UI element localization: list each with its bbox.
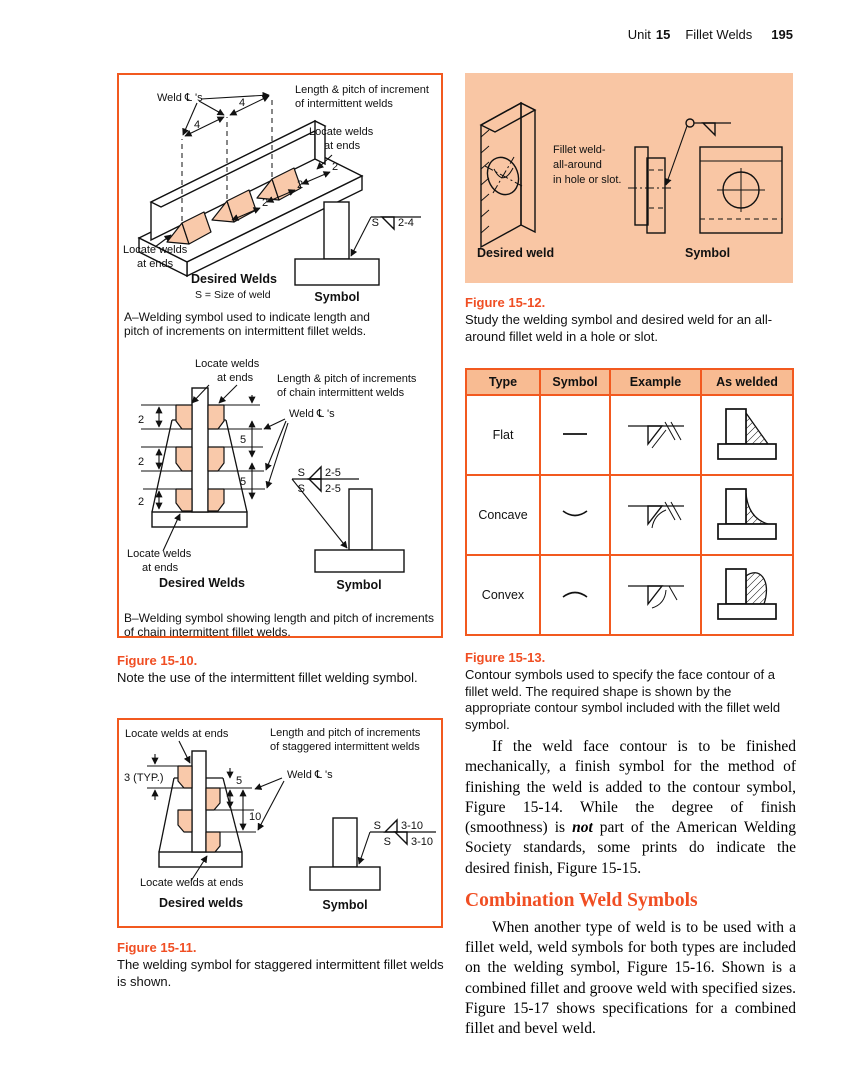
dim-10-11: 10: [249, 811, 262, 823]
dim-5-11: 5: [236, 775, 243, 787]
sym-11-size-top: S: [373, 820, 381, 832]
size-note-a: S = Size of weld: [195, 289, 271, 301]
row-label-convex: Convex: [466, 555, 540, 635]
welding-symbol-a: [295, 202, 421, 285]
col-header-type: Type: [466, 369, 540, 395]
fillet-note-line1: Fillet weld-: [553, 144, 606, 156]
desired-welds-label-a: Desired Welds: [191, 272, 277, 286]
figure-15-12-drawing: [465, 73, 793, 283]
locate-left-line1: Locate welds: [123, 244, 188, 256]
figure-15-11-caption: [117, 940, 447, 990]
sym-b-size-bottom: S: [297, 483, 305, 495]
table-row-concave: [466, 475, 793, 555]
pitch-note-a-line1: Length & pitch of increment: [295, 84, 429, 96]
p1-after: part of the American Welding Society standards, some prints do indicate the desired finish, Figure 15-15.: [465, 819, 796, 877]
caption-a-line2: pitch of increments on intermittent fillet welds.: [124, 324, 367, 338]
figure-15-11-caption-title: Figure 15-11.: [117, 940, 197, 955]
fillet-symbol-triangle: [382, 217, 394, 229]
weld-centerline-label-a: Weld ℄ 's: [157, 92, 203, 104]
dim-4-upper: 4: [238, 97, 246, 109]
dim-4-lower: 4: [193, 119, 201, 131]
symbol-label-b: Symbol: [336, 578, 382, 592]
dim-2-third: 2: [261, 197, 269, 209]
convex-contour-icon: [560, 587, 590, 601]
dim-5a-b: 5: [239, 434, 247, 446]
figure-15-13-caption-text: Contour symbols used to specify the face contour of a fillet weld. The required shape is shown by the appropriate contour symbol included with the fillet weld symbol.: [465, 667, 781, 732]
contour-symbols-table: [465, 368, 794, 636]
figure-15-10b-drawing: [119, 345, 440, 641]
dim-2c-b: 2: [137, 496, 145, 508]
locate-left-line2: at ends: [137, 258, 174, 270]
locate-bottom-11: Locate welds at ends: [140, 877, 244, 889]
paragraph-combination-welds: When another type of weld is to be used with a fillet weld, weld symbols for both types are included on the welding symbol, Figure 15-16. Shown is a combined fillet and groove weld with specified sizes. Figure 15-17 shows specifications for a combined fillet and bevel weld.: [465, 918, 796, 1038]
chain-weld-joint: [152, 388, 247, 527]
caption-a-line1: A–Welding symbol used to indicate length and: [124, 310, 370, 324]
desired-welds-label-11: Desired welds: [159, 896, 244, 910]
sym-a-spec: 2-4: [398, 217, 414, 229]
locate-bottom-b-line2: at ends: [142, 562, 179, 574]
figure-15-10-caption-title: Figure 15-10.: [117, 653, 198, 668]
pitch-note-11-line2: of staggered intermittent welds: [270, 741, 420, 753]
locate-right-line1: Locate welds: [309, 126, 374, 138]
sym-b-size-top: S: [297, 467, 305, 479]
col-header-example: Example: [610, 369, 701, 395]
sym-11-spec-top: 3-10: [401, 820, 424, 832]
flat-contour-icon: [560, 427, 590, 441]
dim-2-first: 2: [331, 161, 339, 173]
table-row-convex: [466, 555, 793, 635]
pitch-note-a-line2: of intermittent welds: [295, 98, 393, 110]
running-head: [628, 27, 793, 42]
sym-11-spec-bottom: 3-10: [411, 836, 434, 848]
page-number: 195: [771, 27, 793, 42]
sym-11-size-bottom: S: [383, 836, 391, 848]
flat-as-welded-drawing: [712, 406, 782, 462]
figure-15-10a-drawing: [119, 75, 440, 340]
sym-b-spec-top: 2-5: [325, 467, 341, 479]
fillet-symbol-triangle-top: [385, 820, 397, 832]
symbol-label-12: Symbol: [685, 246, 731, 260]
convex-as-welded-drawing: [712, 566, 782, 622]
table-row-flat: [466, 395, 793, 475]
p1-emphasis: not: [572, 819, 593, 837]
sym-b-spec-bottom: 2-5: [325, 483, 341, 495]
dim-2-second: 2: [296, 179, 304, 191]
row-label-concave: Concave: [466, 475, 540, 555]
concave-as-welded-drawing: [712, 486, 782, 542]
p1-before: If the weld face contour is to be finished mechanically, a finish symbol for the method of finishing the weld is added to the contour symbol, Figure 15-14. While the degree of finish (smoothness) is: [465, 738, 796, 837]
figure-15-11-caption-text: The welding symbol for staggered intermittent fillet welds is shown.: [117, 957, 444, 989]
figure-15-13-caption: [465, 650, 799, 733]
symbol-label-a: Symbol: [314, 290, 360, 304]
caption-b-line2: of chain intermittent fillet welds.: [124, 625, 291, 639]
col-header-as-welded: As welded: [701, 369, 793, 395]
fillet-symbol-triangle-bottom: [395, 832, 407, 844]
weld-centerline-label-b: Weld ℄ 's: [289, 408, 335, 420]
figure-15-12-panel: [465, 73, 793, 283]
figure-15-12-caption: [465, 295, 797, 345]
fillet-note-line2: all-around: [553, 159, 602, 171]
figure-15-10-caption: [117, 653, 447, 687]
dim-5b-b: 5: [239, 476, 247, 488]
locate-right-line2: at ends: [324, 140, 361, 152]
weld-centerline-label-11: Weld ℄ 's: [287, 769, 333, 781]
desired-weld-label-12: Desired weld: [477, 246, 555, 260]
fillet-symbol-triangle-top: [309, 467, 321, 479]
sym-a-size-letter: S: [371, 217, 379, 229]
dim-3-typ: 3 (TYP.): [124, 772, 164, 784]
convex-example-symbol: [624, 574, 688, 614]
figure-15-12-caption-text: Study the welding symbol and desired weld for an all-around fillet weld in a hole or slot.: [465, 312, 773, 344]
unit-number: 15: [655, 27, 671, 42]
symbol-label-11: Symbol: [322, 898, 368, 912]
dim-2a-b: 2: [137, 414, 145, 426]
desired-welds-label-b: Desired Welds: [159, 576, 245, 590]
figure-15-12-caption-title: Figure 15-12.: [465, 295, 546, 310]
unit-title: Fillet Welds: [685, 27, 753, 42]
pitch-note-b-line1: Length & pitch of increments: [277, 373, 417, 385]
unit-label: Unit: [627, 27, 651, 42]
welding-symbol-b: [292, 467, 404, 572]
caption-b-line1: B–Welding symbol showing length and pitch of increments: [124, 611, 434, 625]
figure-15-10-caption-text: Note the use of the intermittent fillet welding symbol.: [117, 670, 418, 686]
dim-2b-b: 2: [137, 456, 145, 468]
pitch-note-11-line1: Length and pitch of increments: [270, 727, 421, 739]
concave-contour-icon: [560, 507, 590, 521]
table-header-row: [466, 369, 793, 395]
locate-top-b-line1: Locate welds: [195, 358, 260, 370]
body-text-column: [465, 737, 796, 1039]
concave-example-symbol: [624, 494, 688, 534]
row-label-flat: Flat: [466, 395, 540, 475]
flat-example-symbol: [624, 414, 688, 454]
pitch-note-b-line2: of chain intermittent welds: [277, 387, 405, 399]
figure-15-10-box: [117, 73, 443, 638]
locate-bottom-b-line1: Locate welds: [127, 548, 192, 560]
section-heading-combination-weld-symbols: Combination Weld Symbols: [465, 890, 698, 912]
locate-top-11: Locate welds at ends: [125, 728, 229, 740]
figure-15-13-caption-title: Figure 15-13.: [465, 650, 546, 665]
col-header-symbol: Symbol: [540, 369, 610, 395]
paragraph-finish-symbols: [465, 737, 796, 879]
figure-15-11-box: [117, 718, 443, 928]
fillet-note-line3: in hole or slot.: [553, 174, 622, 186]
fillet-symbol-triangle-bottom: [309, 479, 321, 491]
locate-top-b-line2: at ends: [217, 372, 254, 384]
figure-15-11-drawing: [119, 720, 440, 925]
